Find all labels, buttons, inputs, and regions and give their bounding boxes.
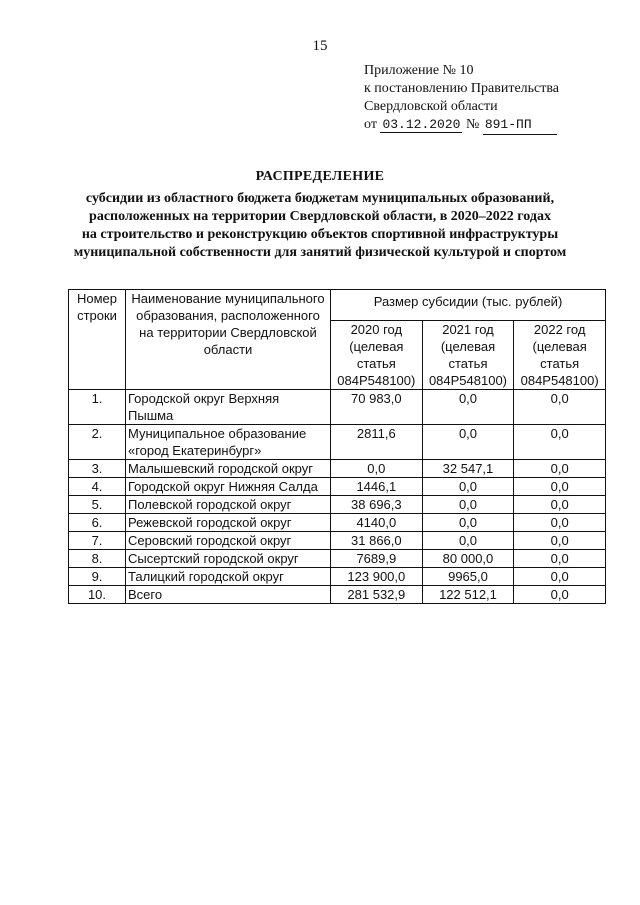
value-2022: 0,0 bbox=[514, 478, 606, 496]
title-heading: РАСПРЕДЕЛЕНИЕ bbox=[255, 169, 385, 184]
table-row bbox=[69, 460, 606, 478]
municipality-name: Сысертский городской округ bbox=[126, 550, 331, 568]
header-year-2020: 2020 год (целевая статья 084P548100) bbox=[331, 321, 423, 390]
row-number: 9. bbox=[69, 568, 126, 586]
value-2021: 0,0 bbox=[422, 532, 514, 550]
value-2022: 0,0 bbox=[514, 586, 606, 604]
row-number: 7. bbox=[69, 532, 126, 550]
annex-region-line: Свердловской области bbox=[364, 99, 498, 114]
order-number: 891-ПП bbox=[483, 116, 557, 135]
value-2021: 0,0 bbox=[422, 496, 514, 514]
title-line: расположенных на территории Свердловской области, в 2020–2022 годах bbox=[89, 209, 551, 224]
municipality-name: Режевской городской округ bbox=[126, 514, 331, 532]
table-row-total bbox=[69, 586, 606, 604]
value-2021: 0,0 bbox=[422, 478, 514, 496]
value-2020: 4140,0 bbox=[331, 514, 423, 532]
value-2020: 2811,6 bbox=[331, 425, 423, 460]
page-number: 15 bbox=[312, 38, 328, 54]
value-2020: 123 900,0 bbox=[331, 568, 423, 586]
value-2022: 0,0 bbox=[514, 514, 606, 532]
annex-block bbox=[364, 62, 624, 135]
title-line: субсидии из областного бюджета бюджетам муниципальных образований, bbox=[85, 191, 555, 206]
value-2021: 122 512,1 bbox=[422, 586, 514, 604]
value-2020: 281 532,9 bbox=[331, 586, 423, 604]
table-header-row bbox=[69, 290, 606, 321]
row-number: 3. bbox=[69, 460, 126, 478]
row-number: 1. bbox=[69, 390, 126, 425]
row-number: 4. bbox=[69, 478, 126, 496]
municipality-name: Полевской городской округ bbox=[126, 496, 331, 514]
value-2021: 9965,0 bbox=[422, 568, 514, 586]
table-row bbox=[69, 390, 606, 425]
row-number: 5. bbox=[69, 496, 126, 514]
value-2022: 0,0 bbox=[514, 532, 606, 550]
table-row bbox=[69, 514, 606, 532]
value-2022: 0,0 bbox=[514, 425, 606, 460]
header-row-number: Номер строки bbox=[69, 290, 126, 390]
row-number: 2. bbox=[69, 425, 126, 460]
document-title bbox=[0, 168, 640, 262]
row-number: 6. bbox=[69, 514, 126, 532]
value-2021: 32 547,1 bbox=[422, 460, 514, 478]
value-2020: 0,0 bbox=[331, 460, 423, 478]
value-2022: 0,0 bbox=[514, 550, 606, 568]
subsidy-table bbox=[68, 289, 606, 604]
value-2021: 0,0 bbox=[422, 514, 514, 532]
header-year-2021: 2021 год (целевая статья 084P548100) bbox=[422, 321, 514, 390]
table-row bbox=[69, 532, 606, 550]
date-prefix: от bbox=[364, 117, 377, 132]
title-line: муниципальной собственности для занятий физической культурой и спортом bbox=[73, 245, 567, 260]
row-number: 10. bbox=[69, 586, 126, 604]
value-2021: 80 000,0 bbox=[422, 550, 514, 568]
municipality-name: Городской округ Нижняя Салда bbox=[126, 478, 331, 496]
table-row bbox=[69, 568, 606, 586]
table-row bbox=[69, 550, 606, 568]
header-municipality: Наименование муниципального образования, расположенного на территории Свердловской области bbox=[126, 290, 331, 390]
municipality-name: Городской округ Верхняя Пышма bbox=[126, 390, 331, 425]
annex-title: Приложение № 10 bbox=[364, 63, 474, 78]
value-2022: 0,0 bbox=[514, 390, 606, 425]
value-2022: 0,0 bbox=[514, 460, 606, 478]
title-line: на строительство и реконструкцию объектов спортивной инфраструктуры bbox=[81, 227, 559, 242]
table-row bbox=[69, 425, 606, 460]
value-2021: 0,0 bbox=[422, 425, 514, 460]
value-2020: 31 866,0 bbox=[331, 532, 423, 550]
row-number: 8. bbox=[69, 550, 126, 568]
value-2020: 1446,1 bbox=[331, 478, 423, 496]
annex-order-line bbox=[364, 116, 624, 135]
order-date: 03.12.2020 bbox=[382, 117, 461, 132]
municipality-name: Всего bbox=[126, 586, 331, 604]
value-2020: 38 696,3 bbox=[331, 496, 423, 514]
value-2022: 0,0 bbox=[514, 568, 606, 586]
municipality-name: Муниципальное образование «город Екатеринбург» bbox=[126, 425, 331, 460]
annex-decree-line: к постановлению Правительства bbox=[364, 81, 560, 96]
municipality-name: Малышевский городской округ bbox=[126, 460, 331, 478]
value-2021: 0,0 bbox=[422, 390, 514, 425]
number-prefix: № bbox=[465, 117, 480, 132]
table-row bbox=[69, 478, 606, 496]
value-2022: 0,0 bbox=[514, 496, 606, 514]
value-2020: 7689,9 bbox=[331, 550, 423, 568]
header-year-2022: 2022 год (целевая статья 084P548100) bbox=[514, 321, 606, 390]
header-subsidy-amount: Размер субсидии (тыс. рублей) bbox=[331, 290, 606, 321]
municipality-name: Талицкий городской округ bbox=[126, 568, 331, 586]
table-row bbox=[69, 496, 606, 514]
municipality-name: Серовский городской округ bbox=[126, 532, 331, 550]
value-2020: 70 983,0 bbox=[331, 390, 423, 425]
